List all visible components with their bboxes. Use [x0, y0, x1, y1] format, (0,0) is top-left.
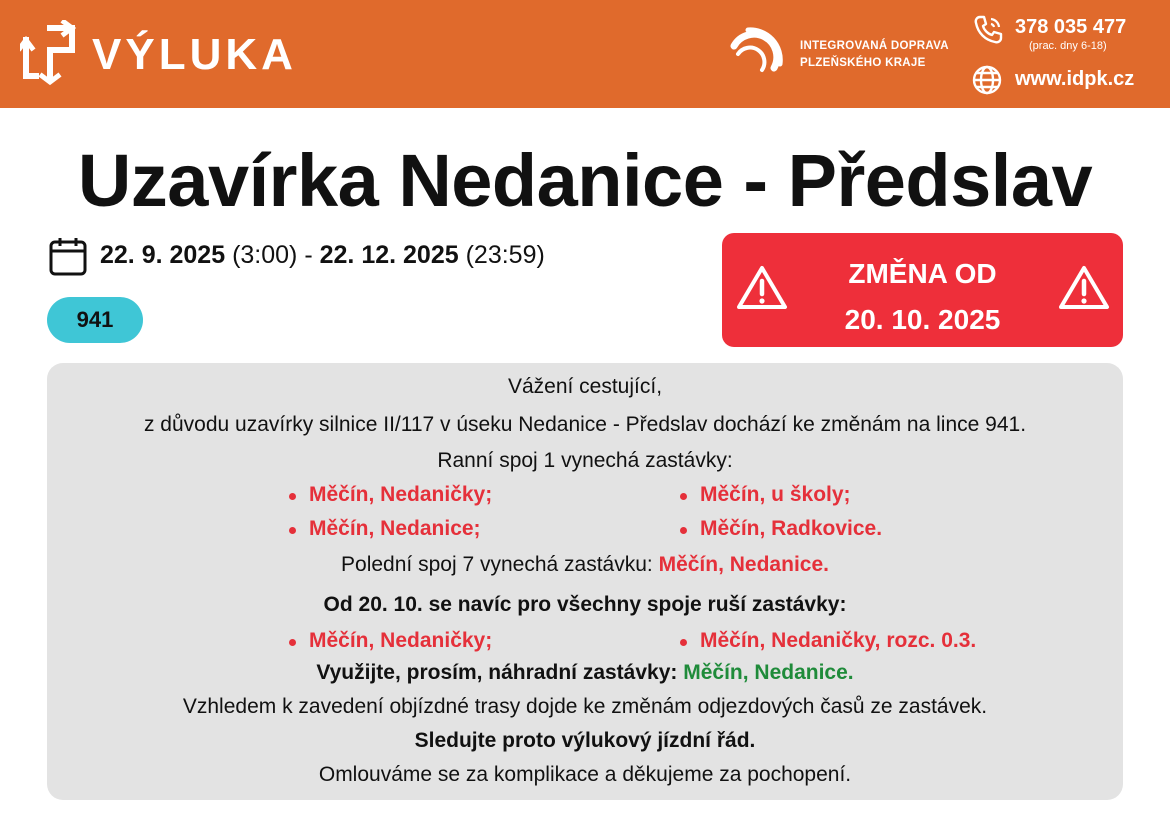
replacement-line	[47, 661, 1123, 685]
intro-text: z důvodu uzavírky silnice II/117 v úseku Nedanice - Předslav dochází ke změnám na lince 941.	[143, 413, 1027, 436]
replacement-stop: Měčín, Nedanice.	[683, 661, 854, 684]
noon-label: Polední spoj 7 vynechá zastávku:	[341, 553, 653, 576]
phone-icon	[972, 14, 1004, 46]
extra-label: Od 20. 10. se navíc pro všechny spoje ruší zastávky:	[323, 593, 847, 616]
warning-icon-right	[1058, 264, 1110, 310]
morning-stop-3: Měčín, Nedanice;	[309, 517, 481, 540]
header-bar	[0, 0, 1170, 108]
extra-stop-2: Měčín, Nedaničky, rozc. 0.3.	[700, 629, 977, 652]
morning-stop-2: Měčín, u školy;	[700, 483, 851, 506]
detour-arrows-icon	[20, 20, 82, 86]
apology-text: Omlouváme se za komplikace a děkujeme za pochopení.	[318, 763, 852, 786]
noon-stop: Měčín, Nedanice.	[658, 553, 829, 576]
detour-text: Vzhledem k zavedení objízdné trasy dojde ke změnám odjezdových časů ze zastávek.	[182, 695, 988, 718]
extra-stop-1: Měčín, Nedaničky;	[309, 629, 493, 652]
greeting: Vážení cestující,	[507, 375, 663, 398]
operator-line1: INTEGROVANÁ DOPRAVA	[800, 40, 949, 52]
operator-name	[800, 38, 949, 72]
noon-line	[47, 553, 1123, 577]
notice-box	[47, 363, 1123, 800]
end-date: 22. 12. 2025	[319, 241, 459, 269]
change-line1: ZMĚNA OD	[848, 258, 997, 289]
operator-line2: PLZEŇSKÉHO KRAJE	[800, 57, 926, 69]
brand-title: VÝLUKA	[92, 30, 297, 79]
validity-dates	[100, 241, 545, 270]
morning-stop-1: Měčín, Nedaničky;	[309, 483, 493, 506]
morning-stop-4: Měčín, Radkovice.	[700, 517, 883, 540]
warning-icon-left	[736, 264, 788, 310]
start-time: (3:00)	[232, 241, 298, 269]
morning-label: Ranní spoj 1 vynechá zastávky:	[437, 449, 733, 472]
line-badge: 941	[47, 297, 143, 343]
end-time: (23:59)	[465, 241, 545, 269]
change-line2: 20. 10. 2025	[844, 304, 1001, 335]
website-link[interactable]: www.idpk.cz	[1015, 68, 1135, 90]
phone-hours: (prac. dny 6-18)	[1029, 40, 1107, 52]
start-date: 22. 9. 2025	[100, 241, 226, 269]
page-title: Uzavírka Nedanice - Předslav	[77, 139, 1093, 222]
phone-number[interactable]: 378 035 477	[1015, 16, 1127, 38]
calendar-icon	[48, 236, 88, 276]
replacement-label: Využijte, prosím, náhradní zastávky:	[316, 661, 678, 684]
idpk-logo-icon	[728, 24, 790, 84]
follow-text: Sledujte proto výlukový jízdní řád.	[414, 729, 756, 752]
globe-icon	[971, 64, 1003, 96]
date-separator: -	[304, 241, 313, 269]
